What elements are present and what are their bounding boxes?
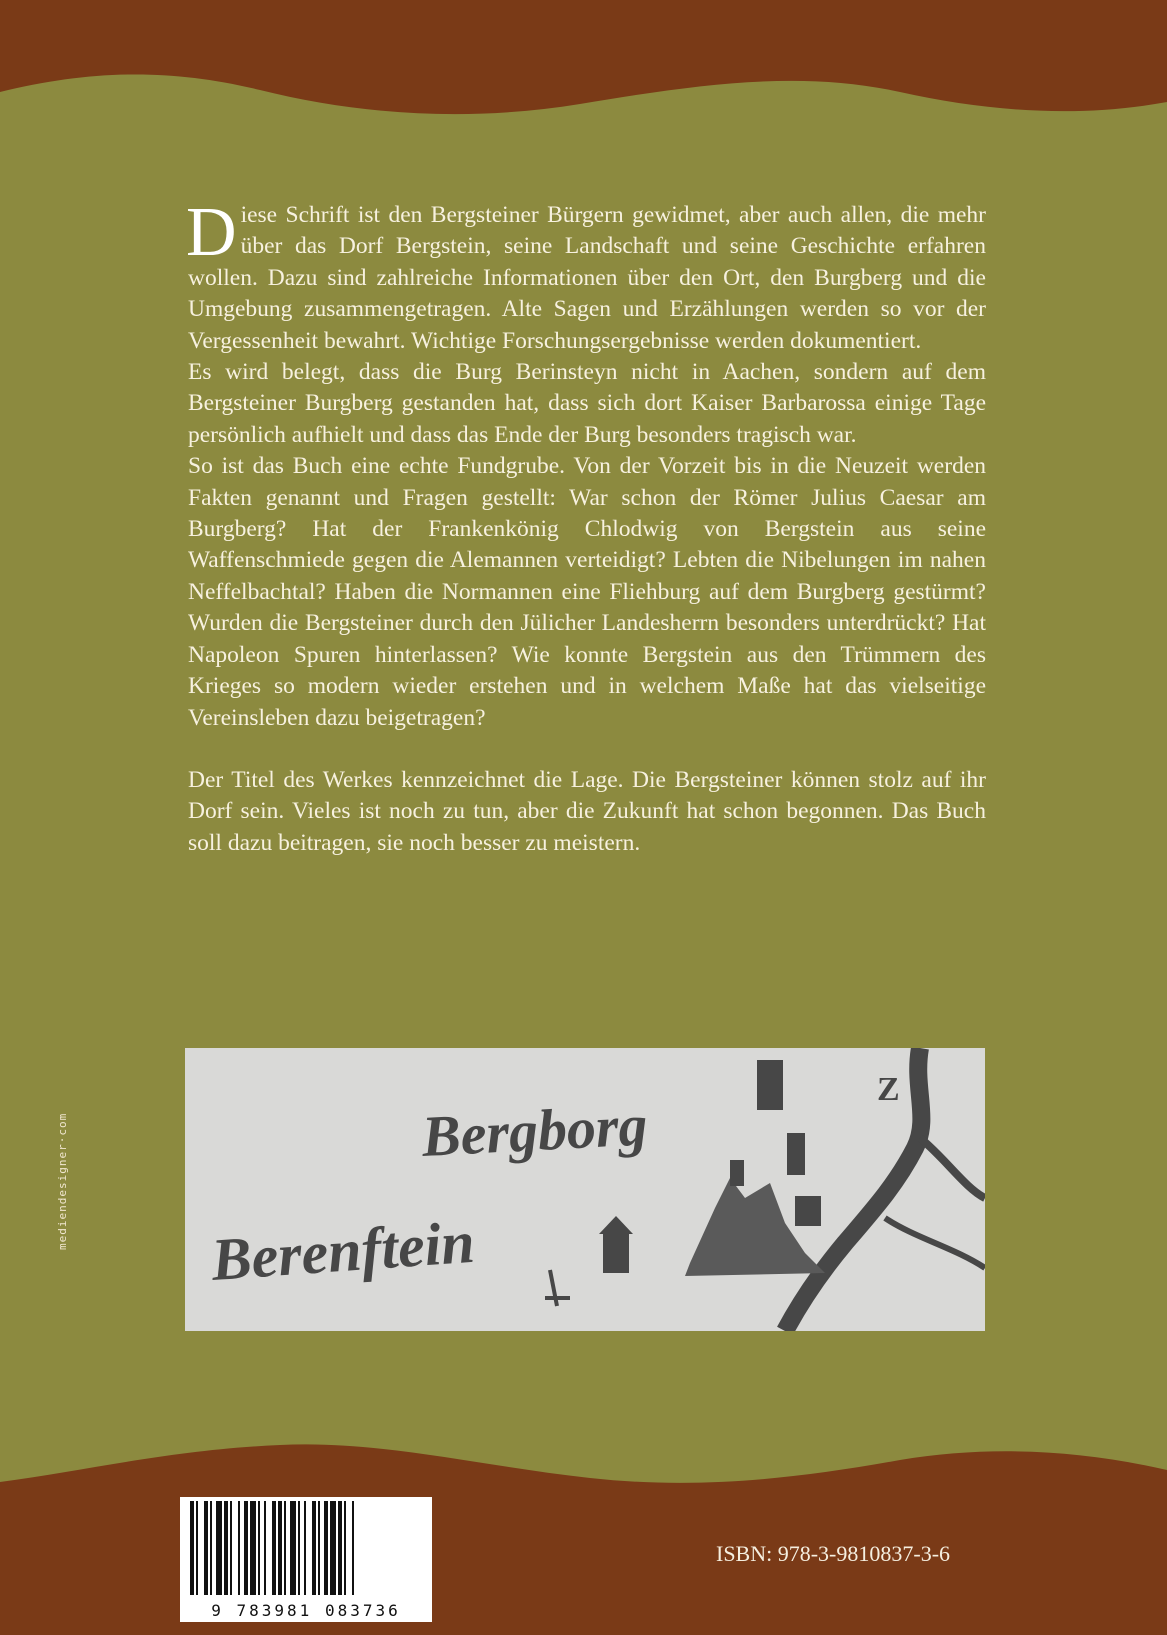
barcode-bar (330, 1501, 336, 1595)
dropcap: D (186, 194, 237, 271)
barcode-bar (352, 1501, 354, 1595)
paragraph-1-text: iese Schrift ist den Bergsteiner Bürgern gewidmet, aber auch allen, die mehr über das Dorf Bergstein, seine Landschaft und seine Geschichte erfahren wollen. Dazu sind zahlreiche Informationen über den Ort, den Burgberg und die Umgebung zusammengetragen. Alte Sagen und Erzählungen werden so vor der Vergessenheit bewahrt. Wichtige Forschungsergebnisse werden dokumentiert. (188, 202, 986, 354)
blurb-paragraph-2: Es wird belegt, dass die Burg Berinsteyn nicht in Aachen, sondern auf dem Bergsteiner Burgberg gestanden hat, dass sich dort Kaiser Barbarossa einige Tage persönlich aufhielt und dass das Ende der Burg besonders tragisch war. (188, 359, 986, 448)
map-label-bergborg: Bergborg (420, 1092, 649, 1169)
barcode-bar (344, 1501, 346, 1595)
barcode-bar (258, 1501, 260, 1595)
barcode-bar (190, 1501, 194, 1595)
barcode-bar (298, 1501, 300, 1595)
barcode-bar (272, 1501, 276, 1595)
barcode-bar (284, 1501, 286, 1595)
barcode-bar (196, 1501, 198, 1595)
barcode-bar (318, 1501, 320, 1595)
barcode-bar (204, 1501, 208, 1595)
barcode-bar (230, 1501, 232, 1595)
historic-map-image (185, 1048, 985, 1331)
barcode-bars (180, 1497, 432, 1597)
barcode-bar (312, 1501, 316, 1595)
blurb-paragraph-3: So ist das Buch eine echte Fundgrube. Von der Vorzeit bis in die Neuzeit werden Fakten genannt und Fragen gestellt: War schon der Römer Julius Caesar am Burgberg? Hat der Frankenkönig Chlodwig von Bergstein aus seine Waffenschmiede gegen die Alemannen verteidigt? Lebten die Nibelungen im nahen Neffelbachtal? Haben die Normannen eine Fliehburg auf dem Burgberg gestürmt? Wurden die Bergsteiner durch den Jülicher Landesherrn besonders unterdrückt? Hat Napoleon Spuren hinterlassen? Wie konnte Bergstein aus den Trümmern des Krieges so modern wieder erstehen und in welchem Maße hat das vielseitige Vereinsleben dazu beigetragen? (188, 453, 986, 731)
barcode-bar (304, 1501, 306, 1595)
barcode-bar (250, 1501, 256, 1595)
barcode-bar (216, 1501, 222, 1595)
designer-credit: mediendesigner·com (56, 1112, 69, 1250)
barcode-bar (290, 1501, 296, 1595)
barcode-bar (244, 1501, 248, 1595)
map-label-z: Z (877, 1071, 900, 1108)
barcode-bar (338, 1501, 342, 1595)
barcode-bar (264, 1501, 266, 1595)
barcode-digits: 9 783981 083736 (211, 1601, 401, 1620)
blurb-text (186, 194, 986, 859)
barcode-bar (278, 1501, 282, 1595)
barcode-bar (324, 1501, 328, 1595)
barcode (180, 1497, 432, 1622)
blurb-paragraph-4: Der Titel des Werkes kennzeichnet die Lage. Die Bergsteiner können stolz auf ihr Dorf sein. Vieles ist noch zu tun, aber die Zukunft hat schon begonnen. Das Buch soll dazu beitragen, sie noch besser zu meistern. (188, 766, 986, 856)
barcode-bar (224, 1501, 228, 1595)
map-label-berenstein: Berenftein (209, 1208, 477, 1293)
blurb-paragraph-1 (186, 194, 986, 357)
barcode-bar (210, 1501, 212, 1595)
isbn-number: ISBN: 978-3-9810837-3-6 (716, 1541, 951, 1566)
barcode-bar (238, 1501, 240, 1595)
